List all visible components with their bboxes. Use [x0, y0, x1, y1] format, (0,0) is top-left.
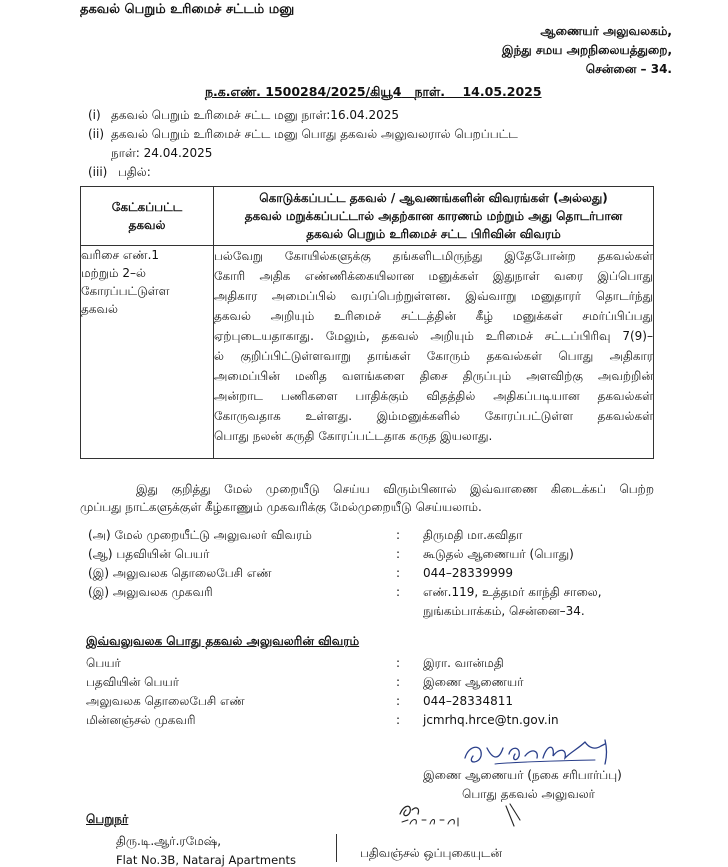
pio-name-label: பெயர் [86, 656, 121, 670]
header-col1-line-1: கேட்கப்பட்ட [111, 200, 183, 214]
recipient-address-line-1: Flat No.3B, Nataraj Apartments [116, 853, 296, 867]
pio-phone-label: அலுவலக தொலைபேசி எண் [86, 694, 245, 708]
appeal-para-line-2: முப்பது நாட்களுக்குள் கீழ்காணும் முகவரிக்கு மேல்முறையீடு செய்யலாம். [80, 500, 482, 514]
pio-designation-colon: : [396, 675, 401, 689]
appeal-phone-colon: : [396, 566, 401, 580]
appeal-para-line-1: இது குறித்து மேல் முறையீடு செய்ய விரும்பினால் இவ்வாணை கிடைக்கப் பெற்ற [136, 482, 654, 496]
signature-role: பொது தகவல் அலுவலர் [462, 787, 595, 801]
recipient-heading: பெறுநர் [86, 812, 129, 826]
row-label-line-3: கோரப்பட்டுள்ள [81, 284, 170, 298]
row-body-line-10: பொது நலன் கருதி கோரப்பட்டதாக கருத இயலாது. [214, 429, 493, 443]
office-line-3: சென்னை – 34. [585, 62, 672, 76]
row-body-line-4: தகவல் அறியும் உரிமைச் சட்டத்தின் கீழ் மனுக்கள் சமர்ப்பிப்பது [214, 309, 653, 323]
header-col1-line-2: தகவல் [128, 218, 166, 232]
document-title: தகவல் பெறும் உரிமைச் சட்டம் மனு [80, 2, 295, 17]
reply-table [80, 186, 654, 459]
row-label-cell [81, 246, 214, 459]
ref-item-1-text: தகவல் பெறும் உரிமைச் சட்ட மனு நாள்:16.04.2025 [111, 108, 400, 122]
header-col2-line-2: தகவல் மறுக்கப்பட்டால் அதற்கான காரணம் மற்றும் அது தொடர்பான [244, 209, 623, 223]
row-label-line-2: மற்றும் 2–ல் [81, 266, 146, 280]
appeal-designation-colon: : [396, 547, 401, 561]
office-line-1: ஆணையர் அலுவலகம், [540, 24, 672, 38]
appeal-officer-colon: : [396, 528, 401, 542]
pio-heading: இவ்வலுவலக பொது தகவல் அலுவலரின் விவரம் [86, 634, 360, 648]
row-label-line-1: வரிசை எண்.1 [81, 248, 160, 262]
reference-date: 14.05.2025 [462, 84, 542, 99]
row-body-line-1: பல்வேறு கோயில்களுக்கு தங்களிடமிருந்து இதேபோன்ற தகவல்கள் [214, 249, 653, 263]
row-label-line-4: தகவல் [81, 302, 118, 316]
signature-designation: இணை ஆணையர் (நகை சரிபார்ப்பு) [423, 768, 622, 782]
header-provided-info [214, 187, 654, 246]
ref-item-3-num: (iii) [88, 165, 108, 179]
row-body-line-7: அமைப்பின் மனித வளங்களை திசை திருப்பும் அளவிற்கு அவற்றின் [214, 369, 653, 383]
row-body-line-9: கோருவதாக உள்ளது. இம்மனுக்களில் கோரப்பட்டுள்ள தகவல்கள் [214, 409, 653, 423]
row-body-line-6: ல் குறிப்பிட்டுள்ளவாறு தாங்கள் கோரும் தகவல்கள் பொது அதிகார [214, 349, 653, 363]
table-row [81, 246, 654, 459]
handwritten-signature [455, 734, 625, 770]
bracket-divider [336, 834, 337, 862]
pio-designation-label: பதவியின் பெயர் [86, 675, 179, 689]
header-col2-line-1: கொடுக்கப்பட்ட தகவல் / ஆவணங்களின் விவரங்கள் (அல்லது) [259, 191, 608, 205]
pio-phone-colon: : [396, 694, 401, 708]
appeal-designation-value: கூடுதல் ஆணையர் (பொது) [423, 547, 574, 561]
pio-phone-value: 044–28334811 [423, 694, 513, 708]
appeal-designation-label: (ஆ) பதவியின் பெயர் [88, 547, 210, 561]
row-body-line-2: கோரி அதிக எண்ணிக்கையிலான மனுக்கள் இதுநாள் வரை இப்பொது [214, 269, 653, 283]
pio-designation-value: இணை ஆணையர் [423, 675, 524, 689]
appeal-address-label: (இ) அலுவலக முகவரி [88, 585, 213, 599]
pio-email-colon: : [396, 713, 401, 727]
appeal-address-colon: : [396, 585, 401, 599]
ref-item-3-text: பதில்: [118, 165, 151, 179]
row-body-line-8: அன்றாட பணிகளை பாதிக்கும் விதத்தில் அதிகப்படியான தகவல்கள் [214, 389, 653, 403]
appeal-address-value-1: எண்.119, உத்தமர் காந்தி சாலை, [423, 585, 602, 599]
appeal-officer-value: திருமதி மா.கவிதா [423, 528, 523, 542]
row-body-cell [214, 246, 654, 459]
office-line-2: இந்து சமய அறநிலையத்துறை, [501, 43, 672, 57]
registered-post-ack: பதிவஞ்சல் ஒப்புகையுடன் [360, 846, 502, 860]
header-requested-info [81, 187, 214, 246]
row-body-line-5: ஏற்புடையதாகாது. மேலும், தகவல் அறியும் உரிமைச் சட்டப்பிரிவு 7(9)– [214, 329, 653, 343]
initials-with-date [396, 800, 546, 830]
pio-name-value: இரா. வான்மதி [423, 656, 504, 670]
ref-item-2-num: (ii) [88, 127, 105, 141]
reference-number: ந.க.எண். 1500284/2025/கியூ4 [205, 84, 402, 99]
reply-table-header-row [81, 187, 654, 246]
pio-name-colon: : [396, 656, 401, 670]
row-body-line-3: அதிகார அமைப்பில் வரப்பெற்றுள்ளன. இவ்வாறு மனுதாரர் தொடர்ந்து [214, 289, 653, 303]
appeal-phone-value: 044–28339999 [423, 566, 513, 580]
ref-item-1-num: (i) [88, 108, 101, 122]
appeal-phone-label: (இ) அலுவலக தொலைபேசி எண் [88, 566, 272, 580]
ref-item-2-date: நாள்: 24.04.2025 [111, 146, 213, 160]
ref-item-2-text: தகவல் பெறும் உரிமைச் சட்ட மனு பொது தகவல் அலுவலரால் பெறப்பட்ட [111, 127, 518, 141]
appeal-address-value-2: நுங்கம்பாக்கம், சென்னை–34. [423, 604, 585, 618]
reference-date-label: நாள். [414, 84, 446, 99]
pio-email-value: jcmrhq.hrce@tn.gov.in [423, 713, 559, 727]
pio-email-label: மின்னஞ்சல் முகவரி [86, 713, 196, 727]
reference-line [205, 84, 542, 101]
header-col2-line-3: தகவல் பெறும் உரிமைச் சட்ட பிரிவின் விவரம் [306, 227, 561, 241]
appeal-officer-label: (அ) மேல் முறையீட்டு அலுவலர் விவரம் [88, 528, 312, 542]
recipient-name: திரு.டி.ஆர்.ரமேஷ், [116, 834, 222, 848]
